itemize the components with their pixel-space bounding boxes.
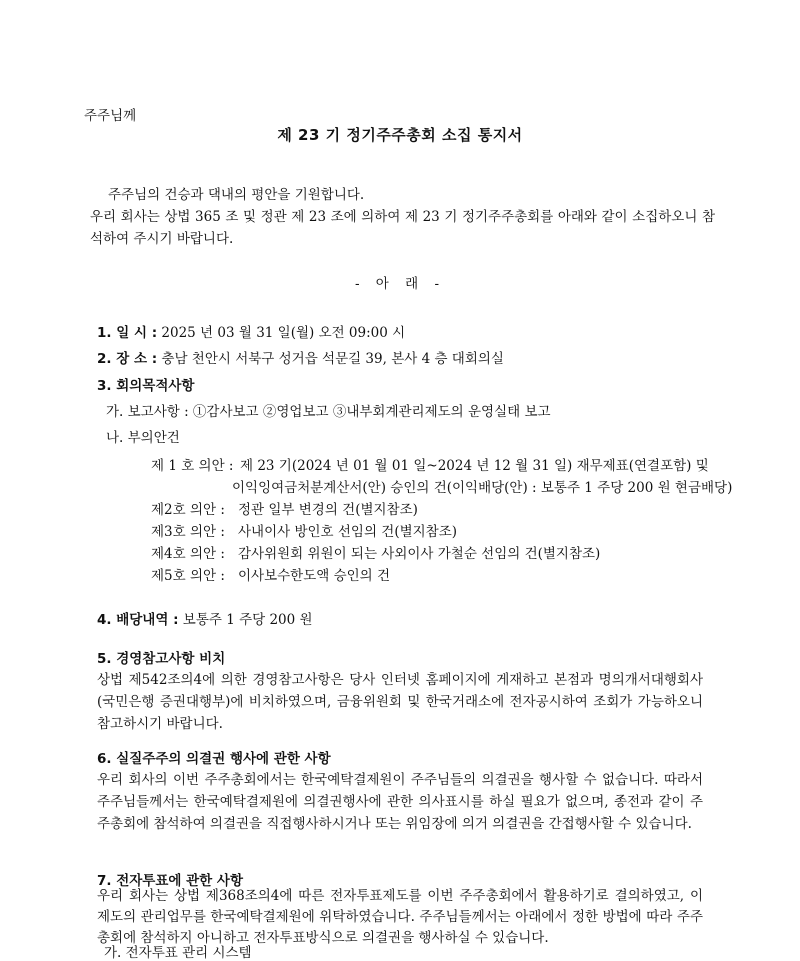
agenda-2-number: 제2호 의안 : bbox=[151, 502, 225, 518]
section-reference-heading: 5. 경영참고사항 비치 bbox=[97, 651, 226, 667]
section-dividend-value: 보통주 1 주당 200 원 bbox=[182, 612, 313, 628]
e-voting-system-item: 가. 전자투표 관리 시스템 bbox=[104, 945, 252, 961]
recipient-line: 주주님께 bbox=[84, 108, 137, 124]
agenda-5-number: 제5호 의안 : bbox=[151, 568, 225, 584]
section-reference-body: 상법 제542조의4에 의한 경영참고사항은 당사 인터넷 홈페이지에 게재하고 본점과 명의개서대행회사(국민은행 증권대행부)에 비치하였으며, 금융위원회 및 한국거래소에 전자공시하여 조회가 가능하오니 참고하시기 바랍니다. bbox=[97, 672, 703, 732]
agenda-4-number: 제4호 의안 : bbox=[151, 546, 225, 562]
agenda-3-number: 제3호 의안 : bbox=[151, 524, 225, 540]
document-title: 제 23 기 정기주주총회 소집 통지서 bbox=[277, 126, 523, 144]
separator-heading: - 아 래 - bbox=[354, 276, 446, 292]
section-dividend-label: 4. 배당내역 : bbox=[97, 612, 179, 628]
section-voting-rights-heading: 6. 실질주주의 의결권 행사에 관한 사항 bbox=[97, 751, 331, 767]
section-date-value: 2025 년 03 월 31 일(월) 오전 09:00 시 bbox=[161, 325, 406, 341]
resolution-heading: 나. 부의안건 bbox=[106, 430, 180, 446]
agenda-3-text: 사내이사 방인호 선임의 건(별지참조) bbox=[238, 524, 458, 540]
section-agenda-heading: 3. 회의목적사항 bbox=[97, 378, 195, 394]
section-place-value: 충남 천안시 서북구 성거읍 석문길 39, 본사 4 층 대회의실 bbox=[161, 351, 504, 367]
agenda-4-text: 감사위원회 위원이 되는 사외이사 가철순 선임의 건(별지참조) bbox=[238, 546, 601, 562]
section-voting-rights-body: 우리 회사의 이번 주주총회에서는 한국예탁결제원이 주주님들의 의결권을 행사할 수 없습니다. 따라서 주주님들께서는 한국예탁결제원에 의결권행사에 관한 의사표시를 하실 필요가 없으며, 종전과 같이 주주총회에 참석하여 의결권을 직접행사하시거나 또는 위임장에 의거 의결권을 간접행사할 수 있습니다. bbox=[97, 772, 703, 832]
agenda-5-text: 이사보수한도액 승인의 건 bbox=[238, 568, 391, 584]
section-date bbox=[97, 321, 405, 341]
section-dividend bbox=[97, 608, 313, 628]
section-place-label: 2. 장 소 : bbox=[97, 351, 158, 367]
agenda-1-text: 제 23 기(2024 년 01 월 01 일~2024 년 12 월 31 일) 재무제표(연결포함) 및 bbox=[240, 458, 709, 474]
agenda-2-text: 정관 일부 변경의 건(별지참조) bbox=[238, 502, 418, 518]
section-e-voting-heading: 7. 전자투표에 관한 사항 bbox=[97, 873, 243, 889]
report-items: 가. 보고사항 : ①감사보고 ②영업보고 ③내부회계관리제도의 운영실태 보고 bbox=[106, 404, 551, 420]
agenda-1-continuation: 이익잉여금처분계산서(안) 승인의 건(이익배당(안) : 보통주 1 주당 200 원 현금배당) bbox=[232, 480, 733, 496]
section-place bbox=[97, 347, 504, 367]
agenda-1-number: 제 1 호 의안 : bbox=[151, 458, 234, 474]
greeting-text: 주주님의 건승과 댁내의 평안을 기원합니다. bbox=[108, 187, 365, 203]
intro-paragraph: 우리 회사는 상법 365 조 및 정관 제 23 조에 의하여 제 23 기 정기주주총회를 아래와 같이 소집하오니 참석하여 주시기 바랍니다. bbox=[90, 209, 715, 247]
section-date-label: 1. 일 시 : bbox=[97, 325, 158, 341]
section-e-voting-body: 우리 회사는 상법 제368조의4에 따른 전자투표제도를 이번 주주총회에서 활용하기로 결의하였고, 이 제도의 관리업무를 한국예탁결제원에 위탁하였습니다. 주주님들께서는 아래에서 정한 방법에 따라 주주총회에 참석하지 아니하고 전자투표방식으로 의결권을 행사하실 수 있습니다. bbox=[97, 888, 703, 946]
